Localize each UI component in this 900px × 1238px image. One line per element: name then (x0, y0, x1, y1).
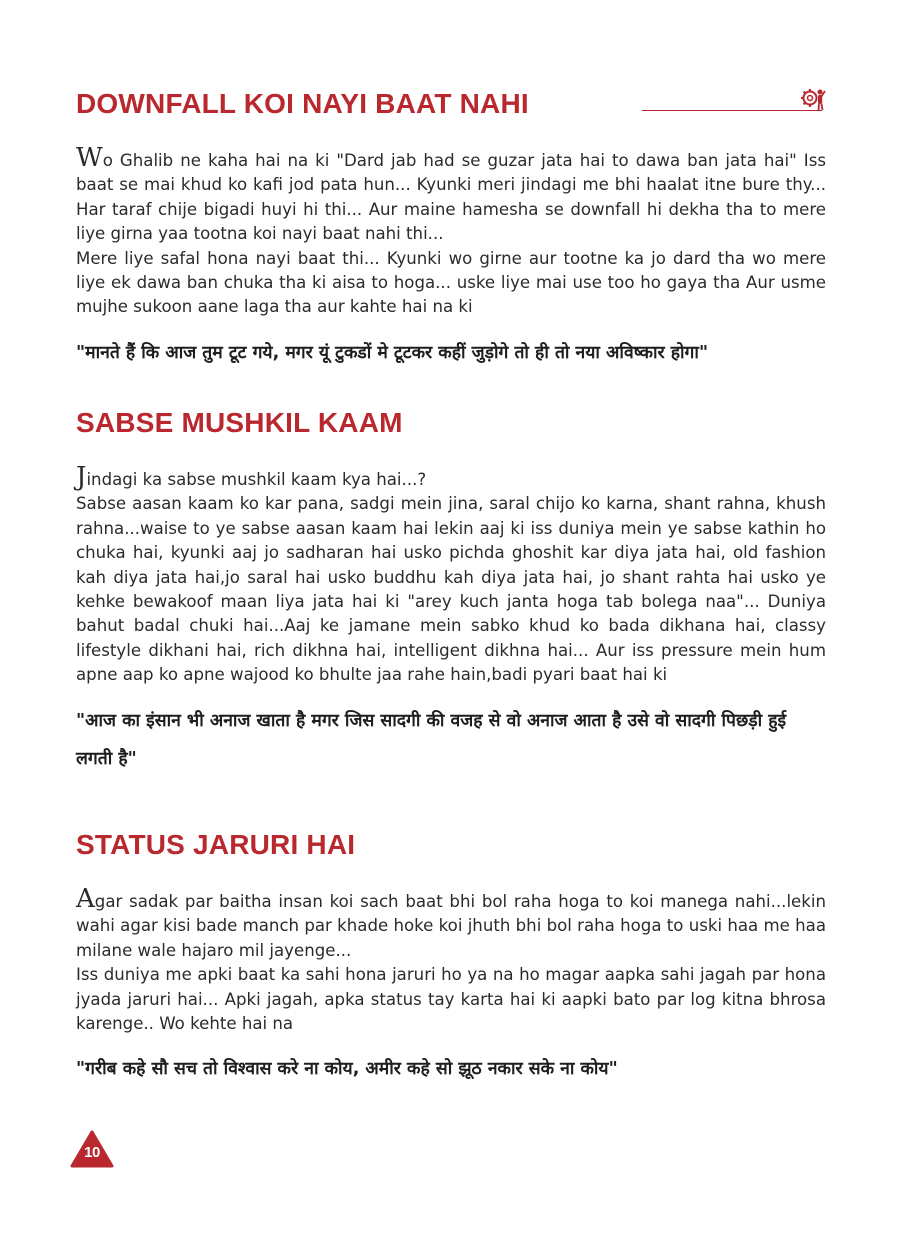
section-heading: SABSE MUSHKIL KAAM (76, 407, 403, 438)
section-heading: DOWNFALL KOI NAYI BAAT NAHI (76, 88, 529, 119)
paragraph: Agar sadak par baitha insan koi sach baat bhi bol raha hoga to koi manega nahi...lekin wahi agar kisi bade manch par khade hoke koi jhuth bhi bol raha hoga to uski haa me haa milane wale hajaro mil jayenge... (76, 884, 826, 960)
paragraph: Sabse aasan kaam ko kar pana, sadgi mein jina, saral chijo ko karna, shant rahna, khush rahna...waise to ye sabse aasan kaam hai lekin aaj ki iss duniya mein ye sabse kathin ho chuka hai, kyunki aaj jo sadharan hai usko pichda ghoshit kar diya jata hai, old fashion kah diya jata hai,jo saral hai usko buddhu kah diya jata hai, jo shant rahta hai usko ye kehke bewakoof maan liya jata hai ki "arey kuch janta hoga tab bolega naa"... Duniya bahut badal chuki hai...Aaj ke jamane mein sabko khud ko bada dikhana hai, classy lifestyle dikhani hai, rich dikhna hai, intelligent dikhna hai... Aur iss pressure mein hum apne aap ko apne wajood ko bhulte jaa rahe hain,badi pyari baat hai ki (76, 494, 826, 685)
paragraph: Jindagi ka sabse mushkil kaam kya hai...? (76, 462, 427, 492)
drop-cap: A (76, 884, 95, 914)
section-heading: STATUS JARURI HAI (76, 829, 356, 860)
paragraph: Mere liye safal hona nayi baat thi... Kyunki wo girne aur tootne ka jo dard tha wo mere liye ek dawa ban chuka tha ki aisa to hoga... uske liye mai use too ho gaya tha Aur usme mujhe sukoon aane laga tha aur kahte hai na ki (76, 248, 826, 317)
hindi-quote: "आज का इंसान भी अनाज खाता है मगर जिस सादगी की वजह से वो अनाज आता है उसे वो सादगी पिछड़ी हुई लगती है" (76, 710, 787, 769)
section-downfall (76, 87, 826, 372)
paragraph: Wo Ghalib ne kaha hai na ki "Dard jab had se guzar jata hai to dawa ban jata hai" Iss baat se mai khud ko kafi jod pata hun... Kyunki meri jindagi me bhi haalat itne bure thy... Har taraf chije bigadi huyi hi thi... Aur maine hamesha se downfall hi dekha tha to mere liye girna yaa tootna koi nayi baat nahi thi... (76, 143, 826, 244)
page-number-badge (70, 1130, 114, 1168)
paragraph: Iss duniya me apki baat ka sahi hona jaruri ho ya na ho magar aapka sahi jagah par hona jyada jaruri hai... Apki jagah, apka status tay karta hai ki aapki bato par log kitna bhrosa karenge.. Wo kehte hai na (76, 965, 826, 1034)
page-number: 10 (84, 1144, 100, 1161)
hindi-quote: "गरीब कहे सौ सच तो विश्वास करे ना कोय, अमीर कहे सो झूठ नकार सके ना कोय" (76, 1059, 618, 1080)
hindi-quote: "मानते हैं कि आज तुम टूट गये, मगर यूं टुकडों मे टूटकर कहीं जुड़ोगे तो ही तो नया अविष्कार होगा" (76, 342, 709, 363)
section-mushkil-kaam (76, 406, 826, 778)
drop-cap: W (76, 143, 103, 173)
drop-cap: J (76, 462, 87, 492)
section-status-jaruri (76, 828, 826, 1088)
